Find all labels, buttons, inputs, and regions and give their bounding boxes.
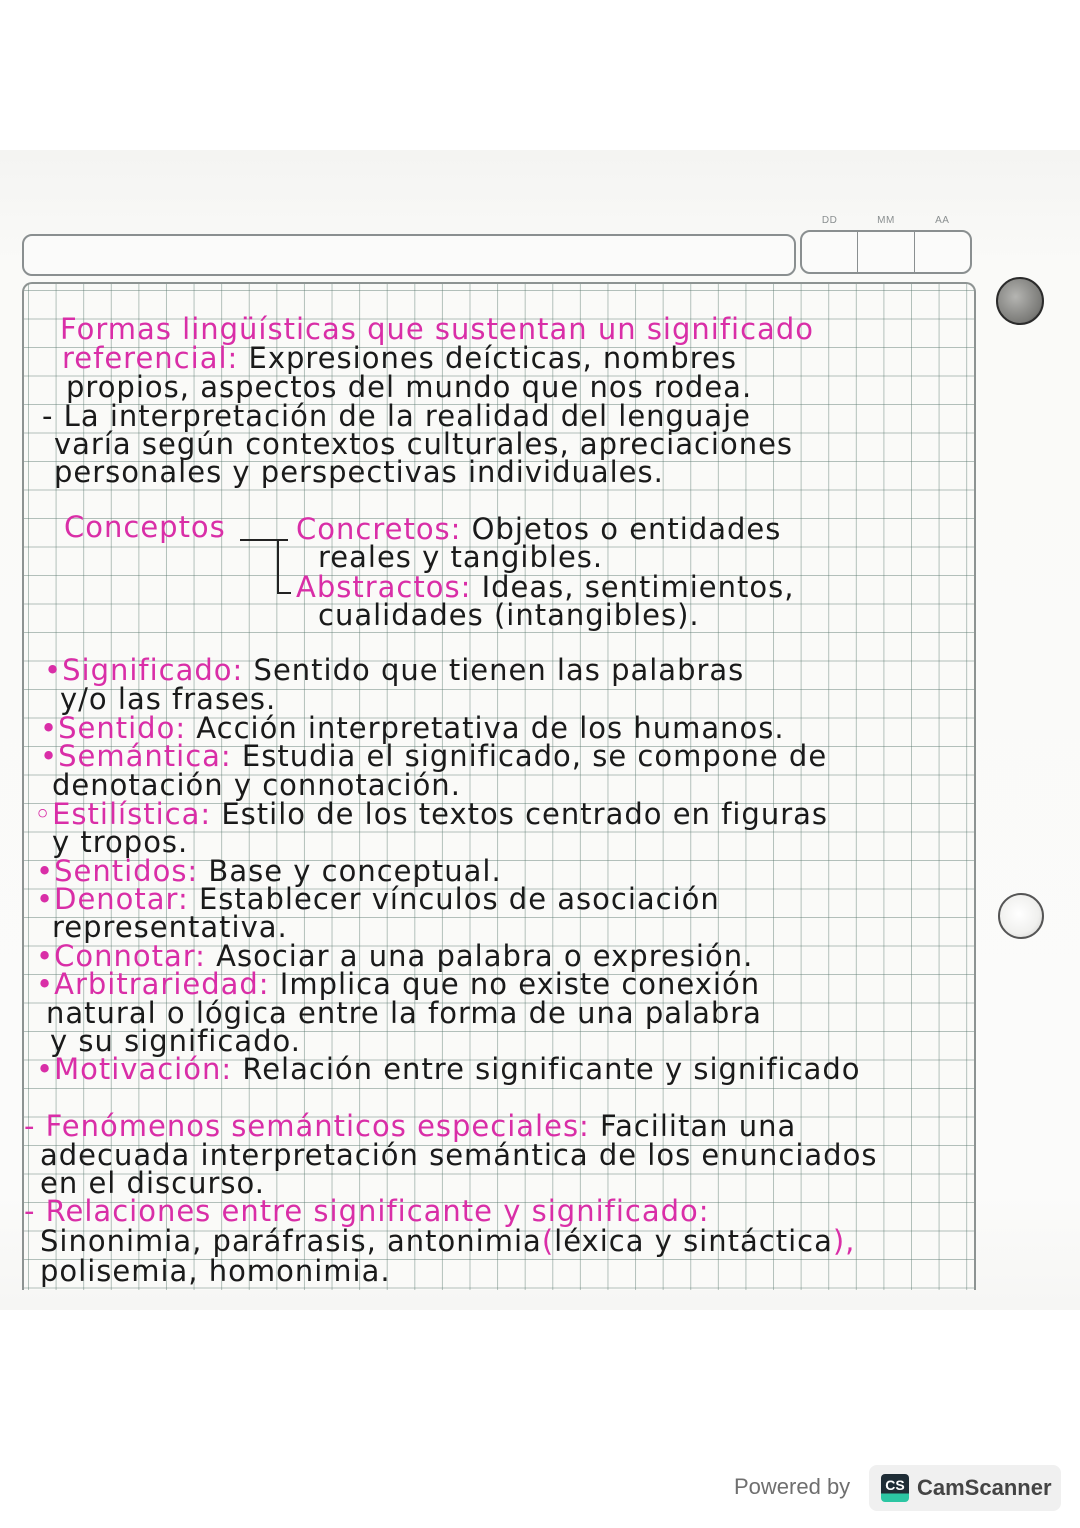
date-year-label: AA xyxy=(935,215,950,226)
concretos-term: Concretos: xyxy=(296,512,462,546)
def-estilistica: ◦Estilística: Estilo de los textos centrado en figuras xyxy=(34,797,829,831)
date-day-label: DD xyxy=(821,215,838,226)
concretos-def: Objetos o entidades xyxy=(461,512,782,546)
abstractos-line2: cualidades (intangibles). xyxy=(318,598,700,632)
def-motivacion: •Motivación: Relación entre significante y significado xyxy=(36,1052,861,1086)
def-denotar: •Denotar: Establecer vínculos de asociación xyxy=(36,882,720,916)
abstractos-def: Ideas, sentimientos, xyxy=(471,570,795,604)
fenomenos-line1: - Fenómenos semánticos especiales: Facilitan una xyxy=(24,1109,797,1143)
relaciones-line1: Sinonimia, paráfrasis, antonimia(léxica y sintáctica), xyxy=(40,1224,856,1258)
relaciones-line2: polisemia, homonimia. xyxy=(40,1254,391,1288)
intro-def: Expresiones deícticas, nombres xyxy=(238,341,737,375)
camscanner-logo-icon: CS xyxy=(881,1474,909,1502)
def-semantica: •Semántica: Estudia el significado, se compone de xyxy=(40,739,828,773)
def-arbitrariedad: •Arbitrariedad: Implica que no existe conexión xyxy=(36,967,761,1001)
def-significado-cont: y/o las frases. xyxy=(60,682,277,716)
conceptos-label: Conceptos xyxy=(64,510,226,544)
def-sentidos: •Sentidos: Base y conceptual. xyxy=(36,854,502,888)
intro-line5: varía según contextos culturales, apreciaciones xyxy=(54,427,794,461)
intro-term: referencial: xyxy=(62,341,239,375)
camscanner-badge[interactable] xyxy=(869,1465,1061,1511)
intro-heading-line2 xyxy=(62,343,737,373)
date-month-label: MM xyxy=(877,215,895,226)
intro-line3: propios, aspectos del mundo que nos rodea. xyxy=(66,370,753,404)
fenomenos-line2: adecuada interpretación semántica de los enunciados xyxy=(40,1138,878,1172)
fenomenos-line3: en el discurso. xyxy=(40,1166,265,1200)
intro-heading-line1: Formas lingüísticas que sustentan un significado xyxy=(60,312,814,346)
camscanner-brand-name: CamScanner xyxy=(917,1475,1052,1500)
def-sentido: •Sentido: Acción interpretativa de los humanos. xyxy=(40,711,785,745)
def-arbitrariedad-cont1: natural o lógica entre la forma de una palabra xyxy=(46,996,762,1030)
relaciones-heading: - Relaciones entre significante y significado: xyxy=(24,1194,710,1228)
def-estilistica-cont: y tropos. xyxy=(52,825,189,859)
def-semantica-cont: denotación y connotación. xyxy=(52,768,461,802)
concretos-line2: reales y tangibles. xyxy=(318,540,604,574)
def-significado: •Significado: Sentido que tienen las palabras xyxy=(44,653,745,687)
powered-by-text: Powered by xyxy=(734,1474,851,1499)
def-arbitrariedad-cont2: y su significado. xyxy=(50,1024,301,1058)
abstractos-term: Abstractos: xyxy=(296,570,472,604)
def-connotar: •Connotar: Asociar a una palabra o expresión. xyxy=(36,939,754,973)
branch-bracket-icon xyxy=(277,540,291,594)
def-denotar-cont: representativa. xyxy=(52,910,288,944)
intro-line6: personales y perspectivas individuales. xyxy=(54,455,664,489)
intro-line4: - La interpretación de la realidad del lenguaje xyxy=(42,399,752,433)
